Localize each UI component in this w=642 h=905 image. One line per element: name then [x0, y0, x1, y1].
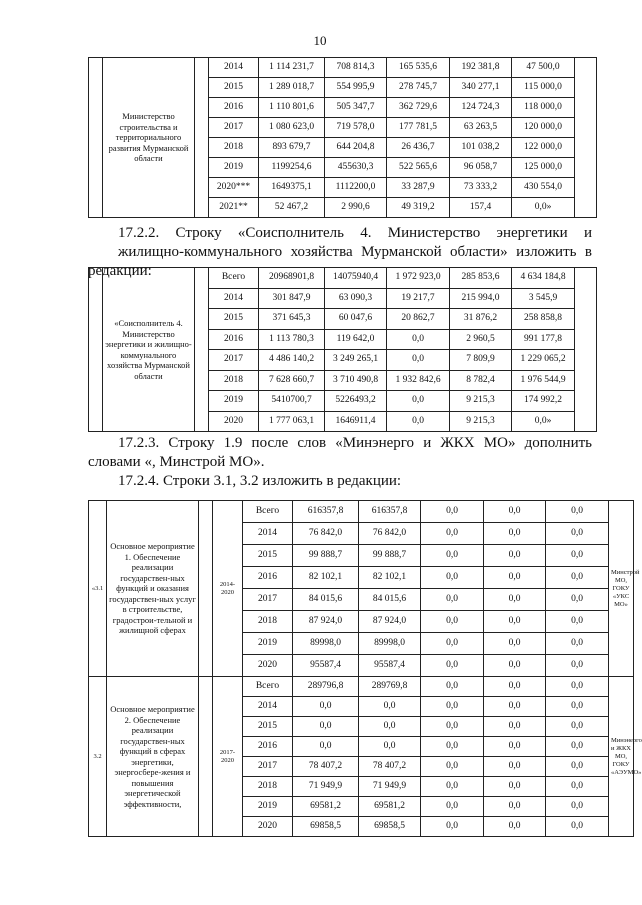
value-cell: 0,0 [421, 567, 484, 589]
value-cell: 0,0 [546, 655, 609, 677]
value-cell: 52 467,2 [259, 198, 325, 218]
value-cell: 0,0» [512, 198, 575, 218]
year-cell: 2019 [209, 391, 259, 412]
value-cell: 63 263,5 [450, 118, 512, 138]
value-cell: 69858,5 [359, 817, 421, 837]
value-cell: 174 992,2 [512, 391, 575, 412]
value-cell: 1 114 231,7 [259, 58, 325, 78]
executor-cell: «Соисполнитель 4. Министерство энергетики и жилищно-коммунального хозяйства Мурманской области [103, 268, 195, 432]
value-cell: 0,0 [421, 777, 484, 797]
value-cell: 893 679,7 [259, 138, 325, 158]
value-cell: 2 990,6 [325, 198, 387, 218]
value-cell: 115 000,0 [512, 78, 575, 98]
value-cell: 0,0 [546, 523, 609, 545]
value-cell: 1112200,0 [325, 178, 387, 198]
value-cell: 289796,8 [293, 677, 359, 697]
value-cell: 0,0 [421, 633, 484, 655]
value-cell: 120 000,0 [512, 118, 575, 138]
value-cell: 616357,8 [359, 501, 421, 523]
paragraph-17-2-2 [88, 224, 592, 262]
value-cell: 0,0 [293, 697, 359, 717]
paragraph-line: 17.2.2. Строку «Соисполнитель 4. Министерство энергетики и [118, 225, 592, 241]
value-cell: 0,0 [546, 545, 609, 567]
value-cell: 118 000,0 [512, 98, 575, 118]
value-cell: 9 215,3 [450, 411, 512, 432]
value-cell: 192 381,8 [450, 58, 512, 78]
value-cell: 96 058,7 [450, 158, 512, 178]
value-cell: 0,0 [293, 737, 359, 757]
value-cell: 719 578,0 [325, 118, 387, 138]
value-cell: 78 407,2 [293, 757, 359, 777]
value-cell: 0,0 [484, 523, 546, 545]
year-cell: Всего [209, 268, 259, 289]
value-cell: 455630,3 [325, 158, 387, 178]
empty-cell [199, 677, 213, 837]
value-cell: 278 745,7 [387, 78, 450, 98]
value-cell: 99 888,7 [359, 545, 421, 567]
year-cell: 2019 [243, 797, 293, 817]
value-cell: 301 847,9 [259, 288, 325, 309]
value-cell: 0,0 [293, 717, 359, 737]
value-cell: 554 995,9 [325, 78, 387, 98]
value-cell: 708 814,3 [325, 58, 387, 78]
value-cell: 0,0 [421, 797, 484, 817]
value-cell: 3 710 490,8 [325, 370, 387, 391]
year-cell: 2021** [209, 198, 259, 218]
table-row [89, 58, 597, 78]
value-cell: 1 976 544,9 [512, 370, 575, 391]
value-cell: 430 554,0 [512, 178, 575, 198]
year-cell: 2019 [209, 158, 259, 178]
value-cell: 69581,2 [293, 797, 359, 817]
value-cell: 0,0 [484, 737, 546, 757]
value-cell: 1199254,6 [259, 158, 325, 178]
value-cell: 8 782,4 [450, 370, 512, 391]
value-cell: 0,0 [387, 329, 450, 350]
value-cell: 0,0 [484, 545, 546, 567]
value-cell: 82 102,1 [359, 567, 421, 589]
table-row [89, 268, 597, 289]
value-cell: 4 486 140,2 [259, 350, 325, 371]
value-cell: 1 932 842,6 [387, 370, 450, 391]
empty-cell [195, 58, 209, 218]
value-cell: 125 000,0 [512, 158, 575, 178]
value-cell: 0,0 [387, 411, 450, 432]
paragraph-line: словами «, Минстрой МО». [88, 454, 265, 470]
measure-name-cell: Основное мероприятие 2. Обеспечение реализации государствен-ных функций в сферах энергетики, энергосбере-жения и повышения энергетической эффективности, [107, 677, 199, 837]
value-cell: 95587,4 [359, 655, 421, 677]
paragraph-line: 17.2.3. Строку 1.9 после слов «Минэнерго и ЖКХ МО» дополнить [118, 435, 592, 451]
value-cell: 5226493,2 [325, 391, 387, 412]
value-cell: 0,0 [421, 697, 484, 717]
year-cell: 2015 [243, 545, 293, 567]
value-cell: 0,0 [387, 350, 450, 371]
value-cell: 2 960,5 [450, 329, 512, 350]
year-cell: 2016 [243, 737, 293, 757]
value-cell: 49 319,2 [387, 198, 450, 218]
executor-cell: Минэнерго и ЖКХ МО, ГОКУ «АЭУМО» [609, 677, 634, 837]
year-cell: 2018 [243, 611, 293, 633]
value-cell: 0,0 [484, 797, 546, 817]
year-cell: 2015 [243, 717, 293, 737]
value-cell: 4 634 184,8 [512, 268, 575, 289]
year-cell: 2018 [209, 138, 259, 158]
paragraph-17-2-3 [88, 434, 592, 453]
value-cell: 0,0 [484, 777, 546, 797]
value-cell: 0,0 [484, 717, 546, 737]
value-cell: 0,0 [546, 697, 609, 717]
value-cell: 0,0 [484, 655, 546, 677]
value-cell: 14075940,4 [325, 268, 387, 289]
value-cell: 0,0 [359, 717, 421, 737]
executor-cell: Министерство строительства и территориального развития Мурманской области [103, 58, 195, 218]
table-ministry-energy [88, 267, 597, 432]
value-cell: 60 047,6 [325, 309, 387, 330]
paragraph-17-2-4: 17.2.4. Строки 3.1, 3.2 изложить в редакции: [118, 473, 402, 489]
paragraph-line: жилищно-коммунального хозяйства Мурманской области» изложить в [118, 244, 592, 260]
value-cell: 7 628 660,7 [259, 370, 325, 391]
table-lines-3-1-3-2 [88, 500, 642, 837]
value-cell: 0,0 [484, 501, 546, 523]
value-cell: 371 645,3 [259, 309, 325, 330]
value-cell: 47 500,0 [512, 58, 575, 78]
value-cell: 0,0 [546, 777, 609, 797]
value-cell: 0,0 [546, 717, 609, 737]
value-cell: 1646911,4 [325, 411, 387, 432]
page-number: 10 [313, 33, 327, 48]
value-cell: 362 729,6 [387, 98, 450, 118]
year-cell: 2018 [209, 370, 259, 391]
value-cell: 616357,8 [293, 501, 359, 523]
value-cell: 0,0 [421, 501, 484, 523]
value-cell: 0,0 [359, 737, 421, 757]
value-cell: 340 277,1 [450, 78, 512, 98]
value-cell: 0,0 [484, 817, 546, 837]
value-cell: 26 436,7 [387, 138, 450, 158]
value-cell: 0,0 [546, 737, 609, 757]
value-cell: 157,4 [450, 198, 512, 218]
num-cell [89, 58, 103, 218]
value-cell: 0,0 [546, 757, 609, 777]
year-cell: 2015 [209, 78, 259, 98]
year-cell: 2020*** [209, 178, 259, 198]
value-cell: 33 287,9 [387, 178, 450, 198]
value-cell: 0,0 [546, 633, 609, 655]
empty-cell [199, 501, 213, 677]
value-cell: 644 204,8 [325, 138, 387, 158]
value-cell: 165 535,6 [387, 58, 450, 78]
value-cell: 0,0 [484, 589, 546, 611]
value-cell: 84 015,6 [359, 589, 421, 611]
value-cell: 177 781,5 [387, 118, 450, 138]
year-cell: Всего [243, 501, 293, 523]
value-cell: 0,0 [421, 677, 484, 697]
value-cell: 101 038,2 [450, 138, 512, 158]
paragraph-line: редакции: [88, 263, 152, 279]
value-cell: 0,0 [421, 655, 484, 677]
value-cell: 31 876,2 [450, 309, 512, 330]
value-cell: 285 853,6 [450, 268, 512, 289]
value-cell: 0,0 [484, 677, 546, 697]
value-cell: 215 994,0 [450, 288, 512, 309]
empty-cell [575, 268, 597, 432]
year-cell: 2017 [209, 350, 259, 371]
value-cell: 76 842,0 [293, 523, 359, 545]
year-cell: 2014 [243, 523, 293, 545]
year-cell: 2016 [209, 98, 259, 118]
value-cell: 119 642,0 [325, 329, 387, 350]
measure-name-cell: Основное мероприятие 1. Обеспечение реализации государствен-ных функций и оказания государствен-ных услуг в строительстве, градострои-тельной и жилищной сферах [107, 501, 199, 677]
value-cell: 5410700,7 [259, 391, 325, 412]
value-cell: 505 347,7 [325, 98, 387, 118]
value-cell: 1 080 623,0 [259, 118, 325, 138]
year-cell: 2020 [243, 655, 293, 677]
value-cell: 99 888,7 [293, 545, 359, 567]
year-cell: 2018 [243, 777, 293, 797]
table-row [89, 501, 634, 523]
value-cell: 63 090,3 [325, 288, 387, 309]
value-cell: 0,0» [512, 411, 575, 432]
table-ministry-construction [88, 57, 597, 218]
value-cell: 3 545,9 [512, 288, 575, 309]
value-cell: 0,0 [484, 611, 546, 633]
value-cell: 124 724,3 [450, 98, 512, 118]
year-cell: 2017 [243, 589, 293, 611]
year-cell: 2014 [209, 58, 259, 78]
value-cell: 3 249 265,1 [325, 350, 387, 371]
year-cell: 2017 [243, 757, 293, 777]
value-cell: 0,0 [421, 589, 484, 611]
value-cell: 95587,4 [293, 655, 359, 677]
num-cell [89, 268, 103, 432]
empty-cell [575, 58, 597, 218]
value-cell: 1 229 065,2 [512, 350, 575, 371]
value-cell: 0,0 [546, 567, 609, 589]
value-cell: 522 565,6 [387, 158, 450, 178]
value-cell: 1 110 801,6 [259, 98, 325, 118]
value-cell: 87 924,0 [359, 611, 421, 633]
value-cell: 84 015,6 [293, 589, 359, 611]
value-cell: 0,0 [359, 697, 421, 717]
value-cell: 0,0 [484, 633, 546, 655]
year-cell: 2020 [243, 817, 293, 837]
value-cell: 122 000,0 [512, 138, 575, 158]
year-cell: 2016 [243, 567, 293, 589]
value-cell: 0,0 [546, 501, 609, 523]
value-cell: 0,0 [484, 757, 546, 777]
year-cell: 2016 [209, 329, 259, 350]
value-cell: 0,0 [421, 523, 484, 545]
row-number-cell: 3.2 [89, 677, 107, 837]
year-cell: 2015 [209, 309, 259, 330]
value-cell: 71 949,9 [293, 777, 359, 797]
year-cell: 2014 [209, 288, 259, 309]
value-cell: 71 949,9 [359, 777, 421, 797]
value-cell: 0,0 [421, 817, 484, 837]
period-cell: 2017-2020 [213, 677, 243, 837]
value-cell: 0,0 [546, 817, 609, 837]
year-cell: 2019 [243, 633, 293, 655]
value-cell: 73 333,2 [450, 178, 512, 198]
empty-cell [195, 268, 209, 432]
value-cell: 1 289 018,7 [259, 78, 325, 98]
value-cell: 0,0 [546, 797, 609, 817]
value-cell: 0,0 [421, 757, 484, 777]
year-cell: Всего [243, 677, 293, 697]
value-cell: 89998,0 [293, 633, 359, 655]
value-cell: 0,0 [387, 391, 450, 412]
value-cell: 0,0 [484, 567, 546, 589]
value-cell: 1 972 923,0 [387, 268, 450, 289]
year-cell: 2020 [209, 411, 259, 432]
value-cell: 991 177,8 [512, 329, 575, 350]
value-cell: 1 777 063,1 [259, 411, 325, 432]
table-row [89, 677, 634, 697]
value-cell: 0,0 [546, 611, 609, 633]
value-cell: 1 113 780,3 [259, 329, 325, 350]
year-cell: 2014 [243, 697, 293, 717]
value-cell: 1649375,1 [259, 178, 325, 198]
row-number-cell: «3.1 [89, 501, 107, 677]
value-cell: 69858,5 [293, 817, 359, 837]
value-cell: 20968901,8 [259, 268, 325, 289]
value-cell: 78 407,2 [359, 757, 421, 777]
value-cell: 0,0 [421, 611, 484, 633]
value-cell: 7 809,9 [450, 350, 512, 371]
value-cell: 0,0 [421, 737, 484, 757]
value-cell: 0,0 [484, 697, 546, 717]
year-cell: 2017 [209, 118, 259, 138]
value-cell: 19 217,7 [387, 288, 450, 309]
value-cell: 0,0 [421, 717, 484, 737]
value-cell: 89998,0 [359, 633, 421, 655]
value-cell: 69581,2 [359, 797, 421, 817]
executor-cell: Минстрой МО, ГОКУ «УКС МО» [609, 501, 634, 677]
value-cell: 20 862,7 [387, 309, 450, 330]
value-cell: 76 842,0 [359, 523, 421, 545]
value-cell: 258 858,8 [512, 309, 575, 330]
period-cell: 2014-2020 [213, 501, 243, 677]
value-cell: 9 215,3 [450, 391, 512, 412]
value-cell: 87 924,0 [293, 611, 359, 633]
value-cell: 289769,8 [359, 677, 421, 697]
value-cell: 0,0 [546, 589, 609, 611]
value-cell: 0,0 [421, 545, 484, 567]
value-cell: 82 102,1 [293, 567, 359, 589]
value-cell: 0,0 [546, 677, 609, 697]
